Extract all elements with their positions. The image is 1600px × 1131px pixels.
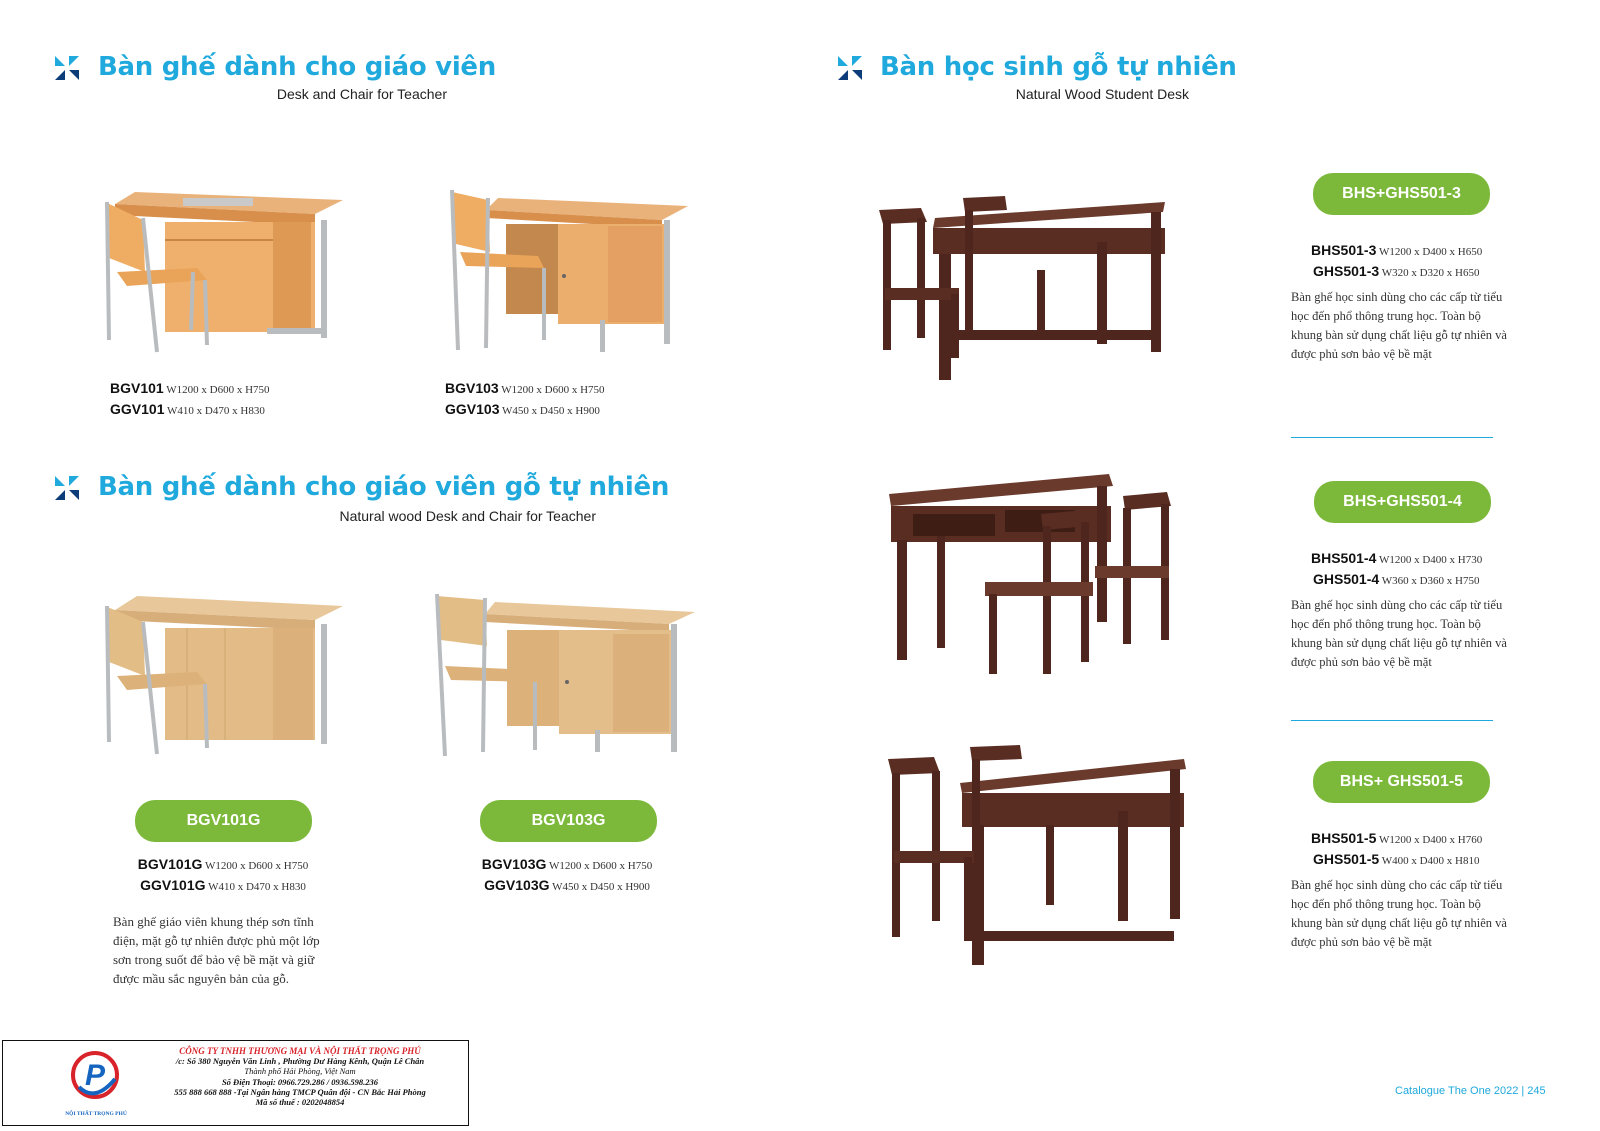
student-product-2-description: Bàn ghế học sinh dùng cho các cấp từ tiểu học đến phổ thông trung học. Toàn bộ khung bàn sử dụng chất liệu gỗ tự nhiên và được phủ sơn bảo vệ bề mặt xyxy=(1291,598,1507,669)
divider xyxy=(1291,720,1493,721)
student-product-1-specs xyxy=(1311,241,1482,283)
spec-line: GGV101 W410 x D470 x H830 xyxy=(110,401,265,417)
student-product-1-description: Bàn ghế học sinh dùng cho các cấp từ tiểu học đến phổ thông trung học. Toàn bộ khung bàn sử dụng chất liệu gỗ tự nhiên và được phủ sơn bảo vệ bề mặt xyxy=(1291,290,1507,361)
company-tax: Mã số thuế : 0202048854 xyxy=(255,1097,345,1108)
logo-letter: P xyxy=(84,1059,106,1092)
teacher-desk-cabinet-photo xyxy=(440,180,695,360)
spec-line: BHS501-5 W1200 x D400 x H760 xyxy=(1311,830,1483,846)
company-phone: Số Điện Thoại: 0966.729.286 / 0936.598.236 xyxy=(221,1076,379,1087)
spec-line: GGV103 W450 x D450 x H900 xyxy=(445,401,600,417)
student-product-2-specs xyxy=(1311,549,1482,591)
spec-line: BGV103G W1200 x D600 x H750 xyxy=(481,856,653,872)
spec-line: GHS501-4 W360 x D360 x H750 xyxy=(1313,571,1480,587)
section-teacher-wood-subtitle: Natural wood Desk and Chair for Teacher xyxy=(339,508,596,524)
badge-bgv101g: BGV101G xyxy=(135,800,312,842)
natural-wood-teacher-desk-cabinet-photo xyxy=(425,590,700,760)
spec-line: GGV103G W450 x D450 x H900 xyxy=(484,877,650,893)
teacher-wood-product-1-specs xyxy=(133,855,313,897)
student-product-3-description: Bàn ghế học sinh dùng cho các cấp từ tiểu học đến phổ thông trung học. Toàn bộ khung bàn sử dụng chất liệu gỗ tự nhiên và được phủ sơn bảo vệ bề mặt xyxy=(1291,878,1507,949)
company-name: CÔNG TY TNHH THƯƠNG MẠI VÀ NỘI THẤT TRỌNG PHÚ xyxy=(179,1046,421,1056)
section-teacher-wood-icon xyxy=(55,476,79,500)
company-city: Thành phố Hải Phòng, Việt Nam xyxy=(244,1066,356,1077)
divider xyxy=(1291,437,1493,438)
badge-bhs-ghs501-5: BHS+ GHS501-5 xyxy=(1313,761,1490,803)
spec-line: BGV103 W1200 x D600 x H750 xyxy=(445,380,605,396)
logo-label: NỘI THẤT TRỌNG PHÚ xyxy=(65,1111,127,1117)
teacher-product-2-specs xyxy=(445,379,605,421)
section-student-title: Bàn học sinh gỗ tự nhiên xyxy=(880,52,1237,82)
company-info-box xyxy=(2,1040,469,1126)
catalogue-page-label: Catalogue The One 2022 | 245 xyxy=(1395,1085,1546,1097)
student-desk-shelf-photo xyxy=(885,470,1185,685)
badge-bhs-ghs501-4: BHS+GHS501-4 xyxy=(1314,481,1491,523)
spec-line: GHS501-3 W320 x D320 x H650 xyxy=(1313,263,1480,279)
spec-line: GHS501-5 W400 x D400 x H810 xyxy=(1313,851,1480,867)
section-teacher-subtitle: Desk and Chair for Teacher xyxy=(276,86,447,102)
section-teacher-wood-title: Bàn ghế dành cho giáo viên gỗ tự nhiên xyxy=(98,472,670,502)
teacher-wood-description: Bàn ghế giáo viên khung thép sơn tĩnh điện, mặt gỗ tự nhiên được phủ một lớp sơn trong suốt để bảo vệ bề mặt và giữ được mầu sắc nguyên bản của gỗ. xyxy=(113,914,320,986)
natural-wood-teacher-desk-photo xyxy=(95,590,350,760)
spec-line: BGV101G W1200 x D600 x H750 xyxy=(137,856,309,872)
company-address: /c: Số 380 Nguyễn Văn Linh , Phường Dư Hàng Kênh, Quận Lê Chân xyxy=(175,1056,425,1067)
student-product-3-specs xyxy=(1311,829,1482,871)
spec-line: BHS501-4 W1200 x D400 x H730 xyxy=(1311,550,1483,566)
company-details xyxy=(135,1046,465,1107)
company-logo xyxy=(65,1049,127,1123)
teacher-wood-product-2-specs xyxy=(477,855,657,897)
teacher-product-1-specs xyxy=(110,379,270,421)
section-student-icon xyxy=(838,56,862,80)
student-desk-two-chairs-photo xyxy=(875,190,1175,385)
section-teacher-icon xyxy=(55,56,79,80)
student-desk-footrest-photo xyxy=(880,745,1190,970)
spec-line: BHS501-3 W1200 x D400 x H650 xyxy=(1311,242,1483,258)
badge-bgv103g: BGV103G xyxy=(480,800,657,842)
teacher-desk-chair-photo xyxy=(95,180,350,360)
spec-line: BGV101 W1200 x D600 x H750 xyxy=(110,380,270,396)
company-bank: 555 888 668 888 -Tại Ngân hàng TMCP Quân đội - CN Bắc Hải Phòng xyxy=(174,1086,426,1097)
spec-line: GGV101G W410 x D470 x H830 xyxy=(140,877,306,893)
badge-bhs-ghs501-3: BHS+GHS501-3 xyxy=(1313,173,1490,215)
section-student-subtitle: Natural Wood Student Desk xyxy=(1015,86,1189,102)
section-teacher-title: Bàn ghế dành cho giáo viên xyxy=(98,52,496,82)
